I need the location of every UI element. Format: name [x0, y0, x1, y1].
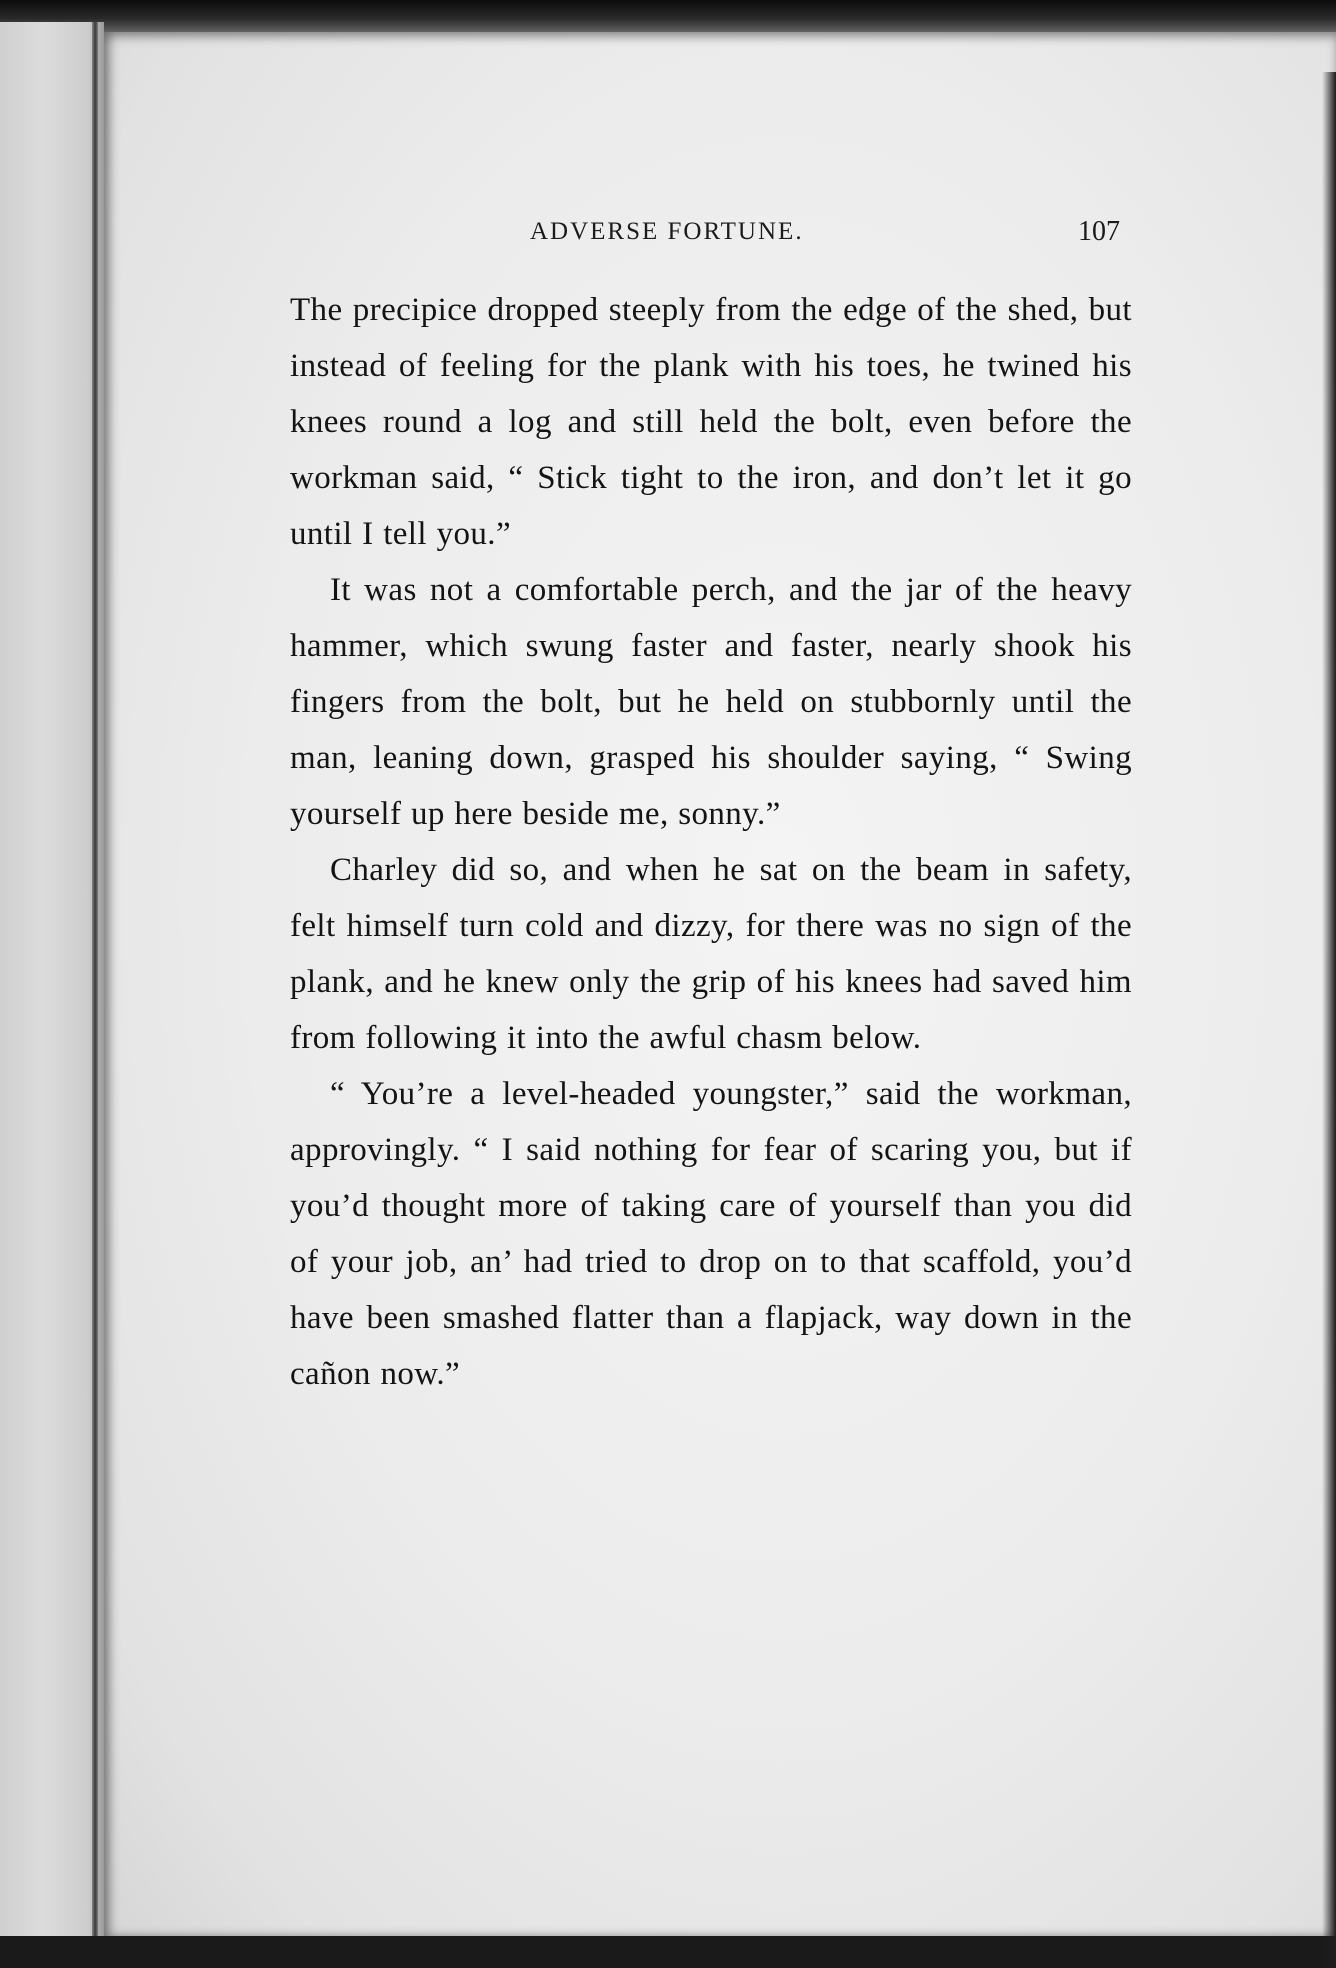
body-text	[290, 282, 1132, 1402]
running-head	[290, 212, 1130, 252]
paragraph: Charley did so, and when he sat on the beam in safety, felt himself turn cold and dizzy, for there was no sign of the plank, and he knew only the grip of his knees had saved him from following it into the awful chasm below.	[290, 852, 1132, 1056]
facing-page-edge	[0, 22, 104, 1936]
book-gutter	[92, 22, 98, 1936]
running-title: ADVERSE FORTUNE.	[530, 218, 804, 245]
page-number: 107	[1078, 216, 1120, 247]
paragraph: The precipice dropped steeply from the edge of the shed, but instead of feeling for the plank with his toes, he twined his knees round a log and still held the bolt, even before the workman said, “ Stick tight to the iron, and don’t let it go until I tell you.”	[290, 292, 1132, 552]
paragraph: “ You’re a level-headed youngster,” said the workman, approvingly. “ I said nothing for fear of scaring you, but if you’d thought more of taking care of yourself than you did of your job, an’ had tried to drop on to that scaffold, you’d have been smashed flatter than a flapjack, way down in the cañon now.”	[290, 1076, 1132, 1392]
paragraph: It was not a comfortable perch, and the jar of the heavy hammer, which swung faster and faster, nearly shook his fingers from the bolt, but he held on stubbornly until the man, leaning down, grasped his shoulder saying, “ Swing yourself up here beside me, sonny.”	[290, 572, 1132, 832]
page-right-shadow	[1322, 72, 1336, 1968]
scan-top-edge	[0, 0, 1336, 34]
